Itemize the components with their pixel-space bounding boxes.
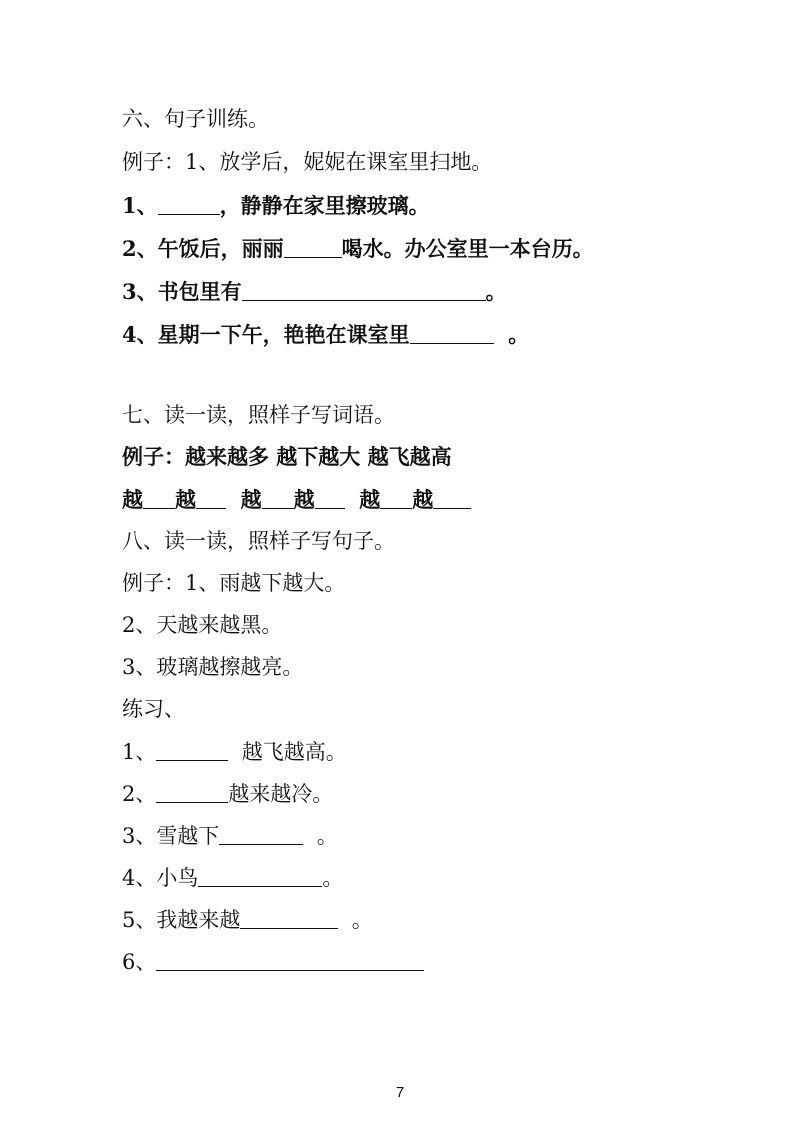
answer-blank[interactable] [262,486,294,509]
answer-blank[interactable] [156,948,424,971]
section6-question-1: 1、 ，静静在家里擦玻璃。 [122,193,430,218]
answer-blank[interactable] [433,486,471,509]
section8-example-1: 例子：1、雨越下越大。 [122,571,346,595]
answer-blank[interactable] [156,780,228,803]
answer-blank[interactable] [196,486,226,509]
answer-blank[interactable] [410,321,494,344]
section6-example: 例子：1、放学后，妮妮在课室里扫地。 [122,150,493,174]
answer-blank[interactable] [380,486,412,509]
section8-heading: 八、读一读，照样子写句子。 [122,529,395,553]
section8-practice-label: 练习、 [122,697,185,721]
page-number: 7 [395,1084,405,1101]
practice-5: 5、我越来越 。 [122,908,373,932]
answer-blank[interactable] [240,906,338,929]
answer-blank[interactable] [156,738,228,761]
practice-3: 3、雪越下 。 [122,824,338,848]
answer-blank[interactable] [242,278,486,301]
section8-example-3: 3、玻璃越擦越亮。 [122,655,304,679]
answer-blank[interactable] [198,864,322,887]
section7-example: 例子：越来越多 越下越大 越飞越高 [122,444,452,469]
answer-blank[interactable] [315,486,345,509]
practice-6: 6、 [122,946,424,977]
section6-question-3: 3、书包里有 。 [122,279,507,304]
section6-heading: 六、句子训练。 [122,107,269,131]
answer-blank[interactable] [219,822,303,845]
answer-blank[interactable] [143,486,175,509]
practice-1: 1、 越飞越高。 [122,740,347,764]
section7-heading: 七、读一读，照样子写词语。 [122,403,395,427]
section7-word-blanks: 越 越 越 越 越 越 [122,484,471,515]
practice-2: 2、 越来越冷。 [122,782,334,806]
section8-example-2: 2、天越来越黑。 [122,613,283,637]
answer-blank[interactable] [158,192,220,215]
answer-blank[interactable] [284,235,342,258]
section6-question-4: 4、星期一下午，艳艳在课室里 。 [122,322,530,347]
practice-4: 4、小鸟 。 [122,866,344,890]
section6-question-2: 2、午饭后，丽丽 喝水。办公室里一本台历。 [122,236,594,261]
